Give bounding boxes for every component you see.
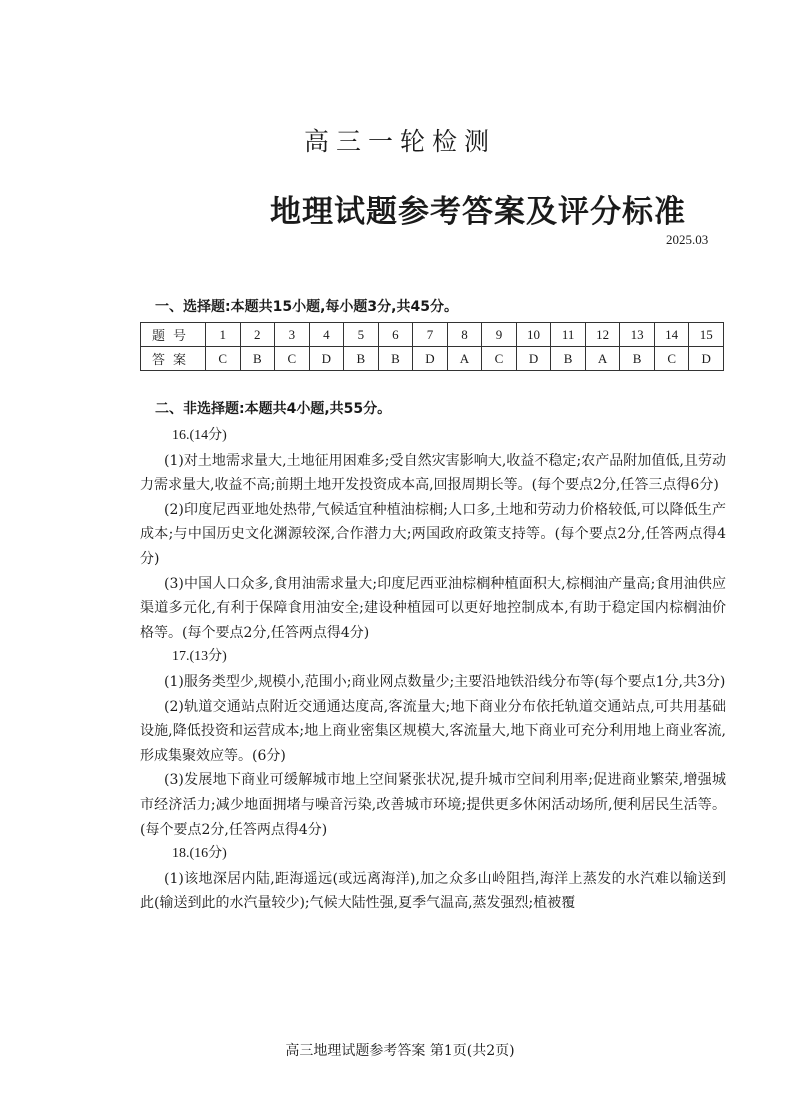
answer-body bbox=[140, 424, 726, 916]
exam-date: 2025.03 bbox=[666, 232, 709, 247]
question-number: 9 bbox=[482, 323, 517, 347]
question-number: 1 bbox=[206, 323, 241, 347]
question-number: 12 bbox=[585, 323, 620, 347]
question-16-part-3: (3)中国人口众多,食用油需求量大;印度尼西亚油棕榈种植面积大,棕榈油产量高;食用油供应渠道多元化,有利于保障食用油安全;建设种植园可以更好地控制成本,有助于稳定国内棕榈油价格等。(每个要点2分,任答两点得4分) bbox=[140, 575, 726, 641]
question-17-part-1: (1)服务类型少,规模小,范围小;商业网点数量少;主要沿地铁沿线分布等(每个要点1分,共3分) bbox=[164, 673, 726, 690]
question-number: 6 bbox=[378, 323, 413, 347]
question-number: 5 bbox=[344, 323, 379, 347]
answer-cell: B bbox=[551, 347, 586, 371]
answer-cell: B bbox=[378, 347, 413, 371]
answer-cell: C bbox=[275, 347, 310, 371]
document-title: 地理试题参考答案及评分标准 bbox=[270, 194, 686, 230]
question-number: 14 bbox=[654, 323, 689, 347]
answer-cell: C bbox=[654, 347, 689, 371]
answer-cell: B bbox=[240, 347, 275, 371]
question-number: 2 bbox=[240, 323, 275, 347]
row-label-number: 题号 bbox=[141, 323, 206, 347]
answer-cell: A bbox=[585, 347, 620, 371]
answer-cell: D bbox=[516, 347, 551, 371]
question-number: 7 bbox=[413, 323, 448, 347]
number-row bbox=[141, 323, 724, 347]
section2-heading: 二、非选择题:本题共4小题,共55分。 bbox=[155, 401, 392, 417]
question-number: 3 bbox=[275, 323, 310, 347]
answer-cell: D bbox=[689, 347, 724, 371]
question-17-heading: 17.(13分) bbox=[172, 649, 227, 665]
answer-table bbox=[140, 322, 724, 371]
answer-cell: A bbox=[447, 347, 482, 371]
question-number: 13 bbox=[620, 323, 655, 347]
section1-heading: 一、选择题:本题共15小题,每小题3分,共45分。 bbox=[155, 299, 458, 315]
question-number: 8 bbox=[447, 323, 482, 347]
answer-cell: B bbox=[344, 347, 379, 371]
question-16-heading: 16.(14分) bbox=[172, 428, 227, 443]
row-label-answer: 答案 bbox=[141, 347, 206, 371]
answer-cell: C bbox=[482, 347, 517, 371]
question-number: 15 bbox=[689, 323, 724, 347]
question-18-part-1: (1)该地深居内陆,距海遥远(或远离海洋),加之众多山岭阻挡,海洋上蒸发的水汽难以输送到此(输送到此的水汽量较少);气候大陆性强,夏季气温高,蒸发强烈;植被覆 bbox=[140, 870, 726, 912]
question-number: 10 bbox=[516, 323, 551, 347]
question-16-part-1: (1)对土地需求量大,土地征用困难多;受自然灾害影响大,收益不稳定;农产品附加值低,且劳动力需求量大,收益不高;前期土地开发投资成本高,回报周期长等。(每个要点2分,任答三点得6分) bbox=[140, 452, 726, 494]
exam-subtitle: 高三一轮检测 bbox=[303, 127, 496, 156]
question-number: 11 bbox=[551, 323, 586, 347]
question-17-part-3: (3)发展地下商业可缓解城市地上空间紧张状况,提升城市空间利用率;促进商业繁荣,增强城市经济活力;减少地面拥堵与噪音污染,改善城市环境;提供更多休闲活动场所,便利居民生活等。(每个要点2分,任答两点得4分) bbox=[140, 772, 726, 838]
answer-cell: B bbox=[620, 347, 655, 371]
question-17-part-2: (2)轨道交通站点附近交通通达度高,客流量大;地下商业分布依托轨道交通站点,可共用基础设施,降低投资和运营成本;地上商业密集区规模大,客流量大,地下商业可充分利用地上商业客流,形成集聚效应等。(6分) bbox=[140, 698, 726, 764]
answer-cell: D bbox=[309, 347, 344, 371]
answer-row bbox=[141, 347, 724, 371]
question-18-heading: 18.(16分) bbox=[172, 846, 227, 862]
answer-cell: C bbox=[206, 347, 241, 371]
question-number: 4 bbox=[309, 323, 344, 347]
page-footer: 高三地理试题参考答案 第1页(共2页) bbox=[285, 1043, 515, 1059]
question-16-part-2: (2)印度尼西亚地处热带,气候适宜种植油棕榈;人口多,土地和劳动力价格较低,可以降低生产成本;与中国历史文化渊源较深,合作潜力大;两国政府政策支持等。(每个要点2分,任答两点得4分) bbox=[140, 501, 726, 567]
answer-cell: D bbox=[413, 347, 448, 371]
